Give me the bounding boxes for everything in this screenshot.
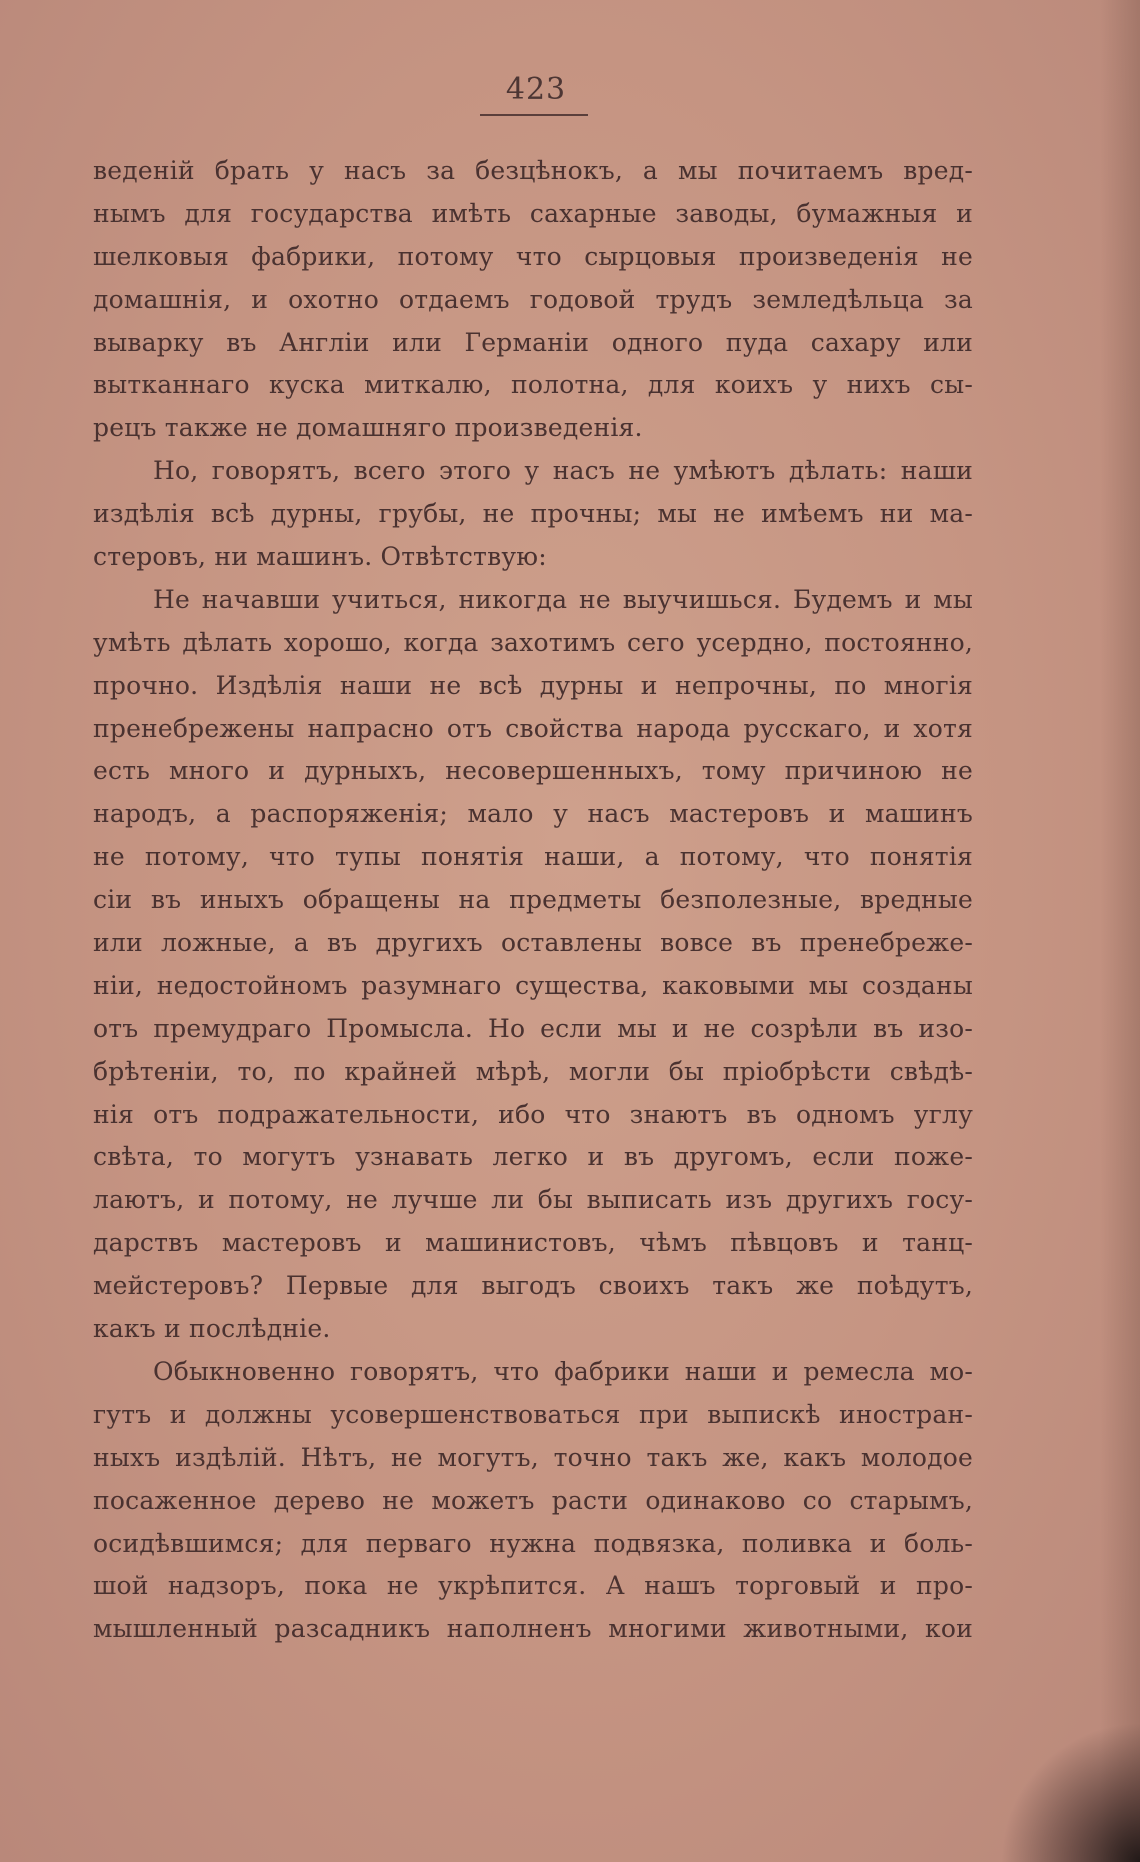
- text-line: Но, говорятъ, всего этого у насъ не умѣютъ дѣлать: наши: [153, 456, 973, 486]
- text-line: брѣтеніи, то, по крайней мѣрѣ, могли бы пріобрѣсти свѣдѣ-: [93, 1056, 973, 1086]
- text-line: пренебрежены напрасно отъ свойства народа русскаго, и хотя: [93, 713, 973, 743]
- text-line: выварку въ Англіи или Германіи одного пуда сахару или: [93, 327, 973, 357]
- text-line: умѣть дѣлать хорошо, когда захотимъ сего усердно, постоянно,: [93, 627, 973, 657]
- paragraph: [93, 1351, 973, 1651]
- paragraph: [93, 150, 973, 450]
- text-line: веденій брать у насъ за безцѣнокъ, а мы почитаемъ вред-: [93, 156, 973, 185]
- text-line: издѣлія всѣ дурны, грубы, не прочны; мы не имѣемъ ни ма-: [93, 499, 973, 529]
- text-line: или ложные, а въ другихъ оставлены вовсе въ пренебреже-: [93, 928, 973, 958]
- paragraph: [93, 579, 973, 1351]
- text-line: шой надзоръ, пока не укрѣпится. А нашъ торговый и про-: [93, 1571, 973, 1601]
- text-line: шелковыя фабрики, потому что сырцовыя произведенія не: [93, 241, 973, 271]
- text-line: не потому, что тупы понятія наши, а потому, что понятія: [93, 842, 973, 872]
- page-number: 423: [505, 72, 567, 107]
- text-line: дарствъ мастеровъ и машинистовъ, чѣмъ пѣвцовъ и танц-: [93, 1228, 973, 1258]
- text-line: осидѣвшимся; для перваго нужна подвязка, поливка и боль-: [93, 1528, 973, 1558]
- text-line: ніи, недостойномъ разумнаго существа, каковыми мы созданы: [93, 970, 973, 1000]
- text-line: мейстеровъ? Первые для выгодъ своихъ такъ же поѣдутъ,: [93, 1271, 973, 1301]
- text-line: лаютъ, и потому, не лучше ли бы выписать изъ другихъ госу-: [93, 1185, 973, 1215]
- text-line: народъ, а распоряженія; мало у насъ мастеровъ и машинъ: [93, 799, 973, 829]
- text-line: сіи въ иныхъ обращены на предметы безполезные, вредные: [93, 885, 973, 915]
- text-line: рецъ также не домашняго произведенія.: [93, 413, 643, 443]
- text-line: вытканнаго куска миткалю, полотна, для коихъ у нихъ сы-: [93, 370, 973, 400]
- body-text: [93, 150, 973, 1651]
- text-line: стеровъ, ни машинъ. Отвѣтствую:: [93, 542, 547, 572]
- page-corner-shadow: [1000, 1722, 1140, 1862]
- text-line: какъ и послѣдніе.: [93, 1314, 331, 1344]
- text-line: гутъ и должны усовершенствоваться при выпискѣ иностран-: [93, 1399, 973, 1429]
- text-line: есть много и дурныхъ, несовершенныхъ, тому причиною не: [93, 756, 973, 786]
- text-line: отъ премудраго Промысла. Но если мы и не созрѣли въ изо-: [93, 1013, 973, 1043]
- text-line: домашнія, и охотно отдаемъ годовой трудъ земледѣльца за: [93, 284, 973, 314]
- text-line: Не начавши учиться, никогда не выучишься. Будемъ и мы: [153, 584, 973, 614]
- text-line: Обыкновенно говорятъ, что фабрики наши и ремесла мо-: [153, 1356, 973, 1386]
- paragraph: [93, 450, 973, 579]
- text-line: нія отъ подражательности, ибо что знаютъ въ одномъ углу: [93, 1099, 973, 1129]
- text-line: ныхъ издѣлій. Нѣтъ, не могутъ, точно такъ же, какъ молодое: [93, 1442, 973, 1472]
- text-line: мышленный разсадникъ наполненъ многими животными, кои: [93, 1614, 973, 1644]
- page-number-rule: [480, 114, 588, 116]
- text-line: прочно. Издѣлія наши не всѣ дурны и непрочны, по многія: [93, 670, 973, 700]
- text-line: посаженное дерево не можетъ расти одинаково со старымъ,: [93, 1485, 973, 1515]
- page-edge-shadow: [1100, 0, 1140, 1862]
- text-line: нымъ для государства имѣть сахарные заводы, бумажныя и: [93, 198, 973, 228]
- text-line: свѣта, то могутъ узнавать легко и въ другомъ, если поже-: [93, 1142, 973, 1172]
